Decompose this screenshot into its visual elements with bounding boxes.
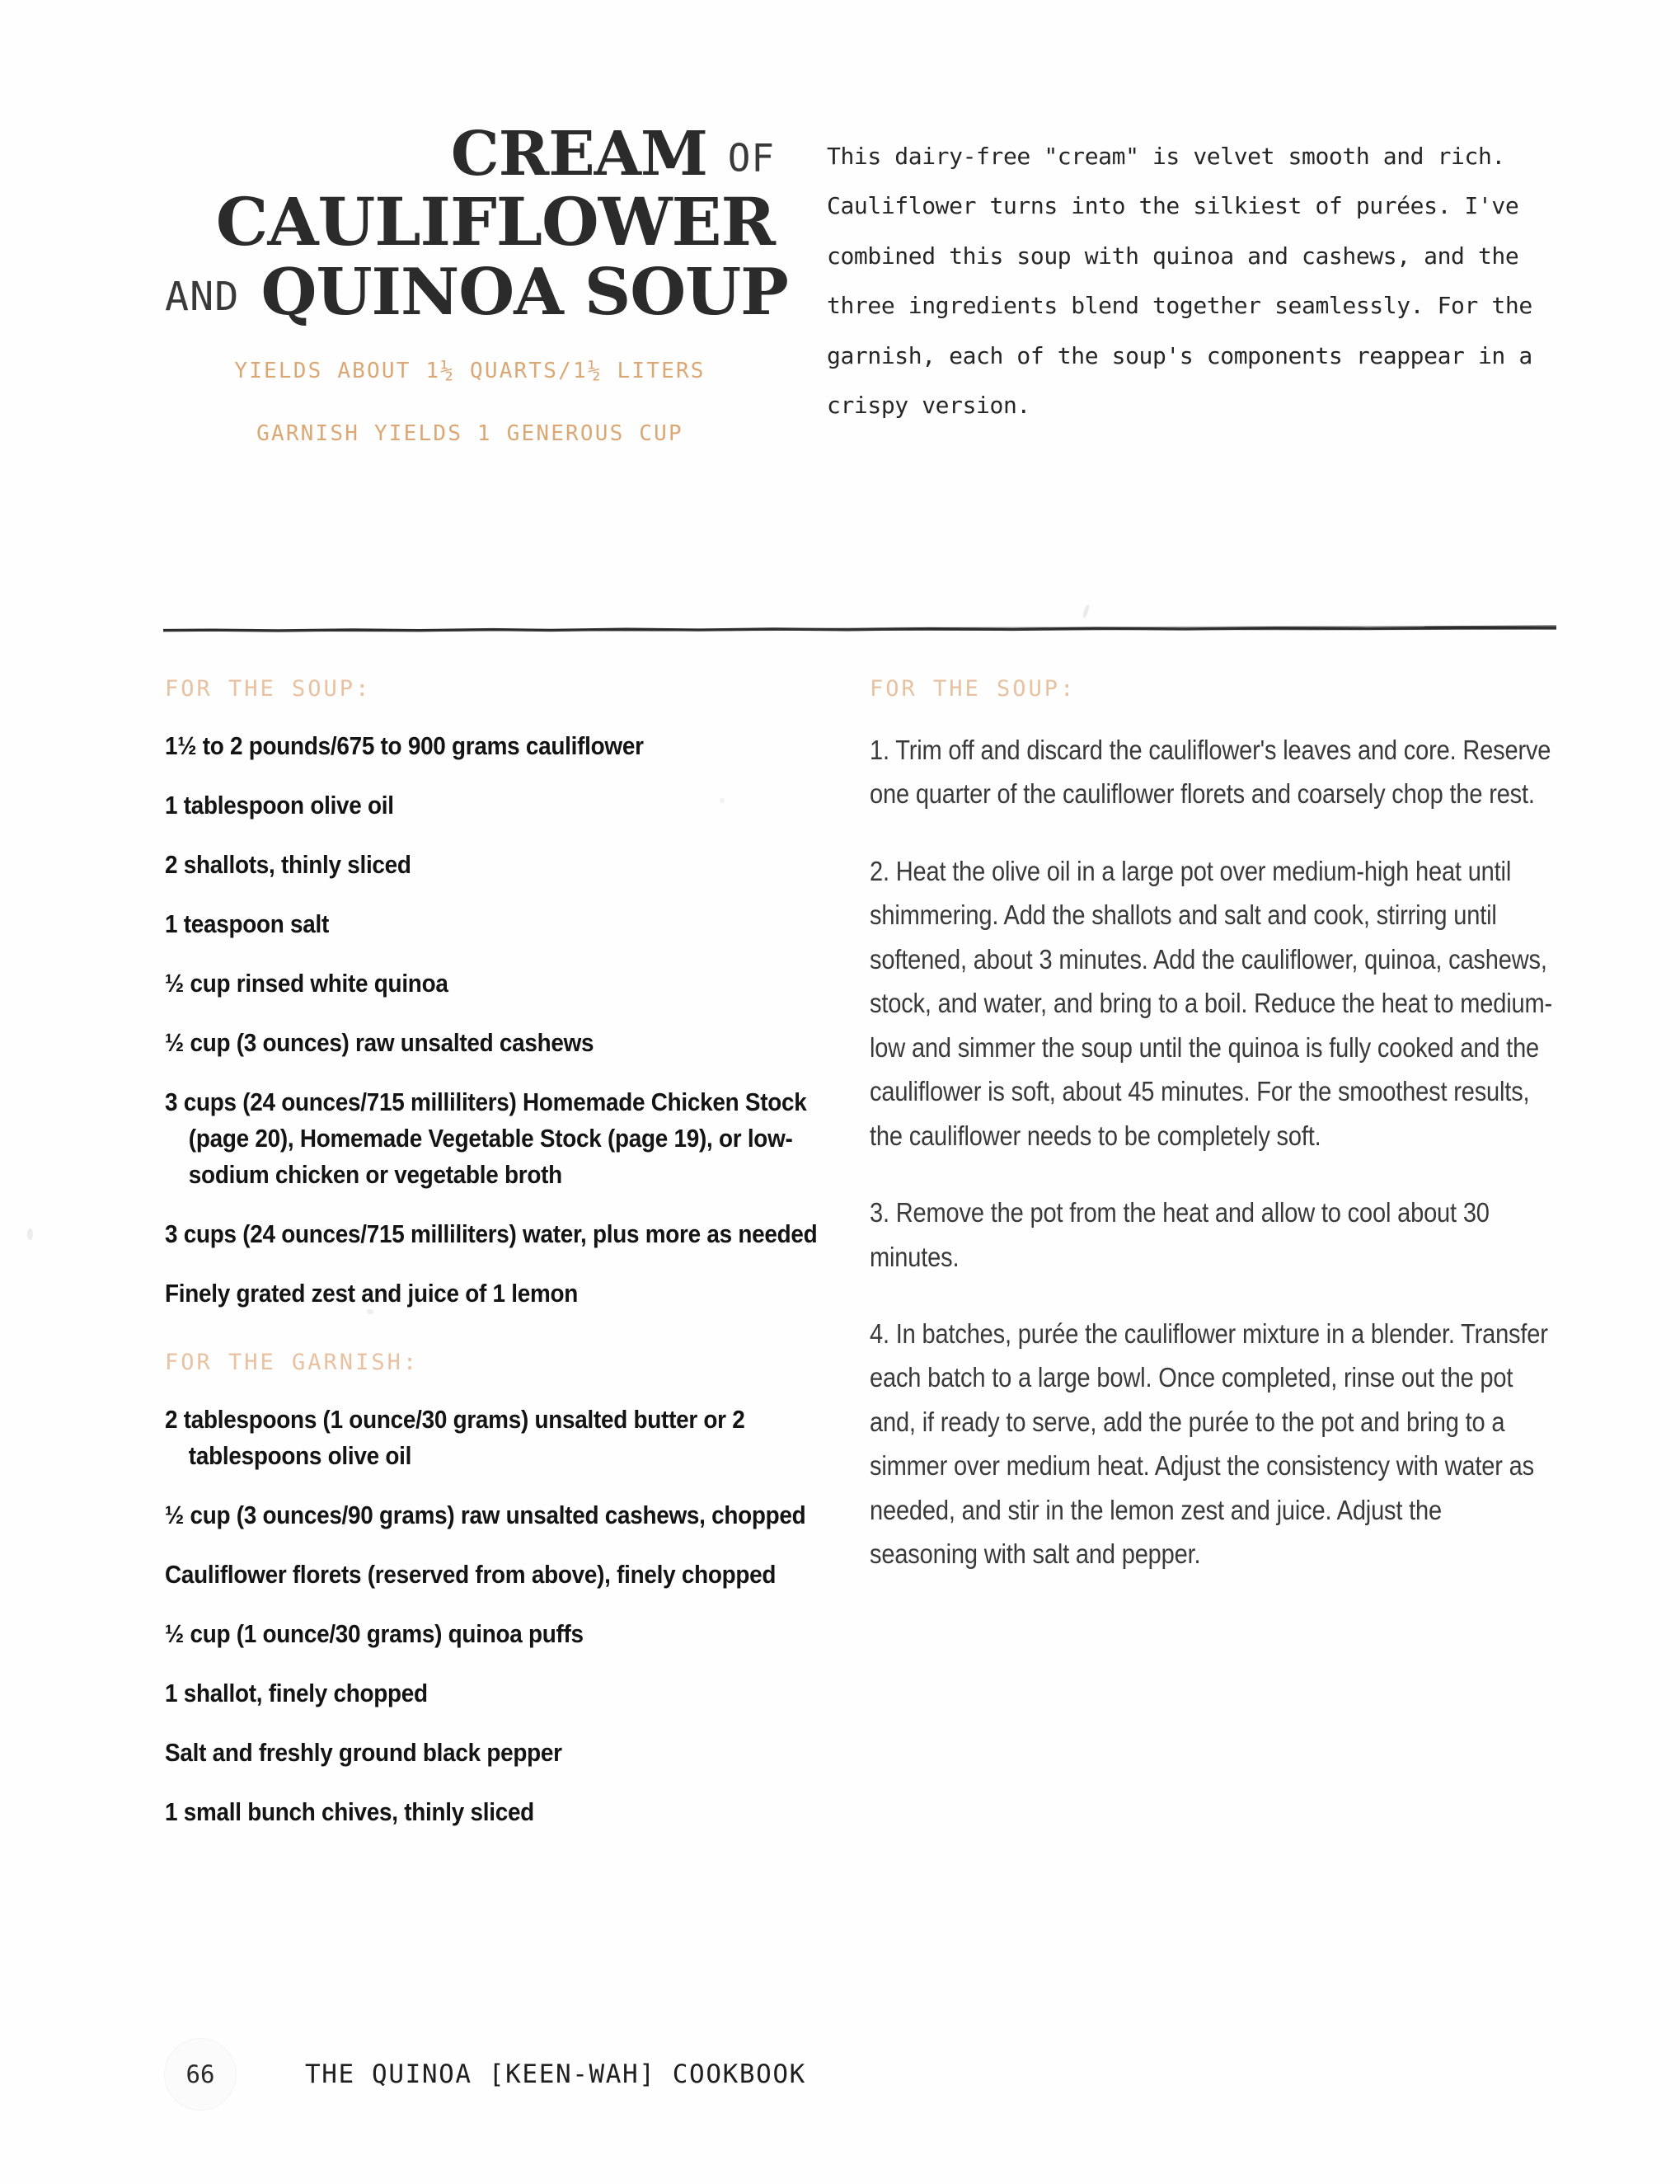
instruction-step: 1. Trim off and discard the cauliflower's leaves and core. Reserve one quarter of the cauliflower florets and coarsely chop the rest. — [870, 735, 1551, 810]
ingredients-soup-heading: FOR THE SOUP: — [165, 676, 372, 702]
title-word-quinoa-soup: QUINOA SOUP — [260, 255, 788, 331]
page-footer — [165, 2039, 1566, 2110]
title-word-cream: CREAM — [450, 119, 707, 190]
title-conjunction-and: AND — [165, 274, 240, 321]
ingredient-item: 1 small bunch chives, thinly sliced — [165, 1797, 534, 1827]
instructions-soup-heading: FOR THE SOUP: — [870, 676, 1077, 702]
ingredient-item: 3 cups (24 ounces/715 milliliters) water, plus more as needed — [165, 1219, 818, 1249]
yield-block — [165, 359, 775, 446]
instruction-step: 2. Heat the olive oil in a large pot over medium-high heat until shimmering. Add the shallots and salt and cook, stirring until softened, about 3 minutes. Add the cauliflower, quinoa, cashews, stock, and water, and bring to a boil. Reduce the heat to medium-low and simmer the soup until the quinoa is fully cooked and the cauliflower is soft, about 45 minutes. For the smoothest results, the cauliflower needs to be completely soft. — [870, 855, 1552, 1151]
ingredient-item: 1 teaspoon salt — [165, 909, 330, 939]
instruction-step: 3. Remove the pot from the heat and allow to cool about 30 minutes. — [870, 1197, 1490, 1272]
title-line-2: CAULIFLOWER — [215, 183, 775, 261]
ingredient-item: Finely grated zest and juice of 1 lemon — [165, 1279, 579, 1308]
scan-speck — [27, 1228, 33, 1240]
hand-drawn-divider-rule — [163, 623, 1556, 632]
ingredient-item: 1 tablespoon olive oil — [165, 791, 394, 820]
instructions-column — [870, 676, 1554, 1609]
ingredient-item: 2 tablespoons (1 ounce/30 grams) unsalted butter or 2 tablespoons olive oil — [165, 1405, 745, 1471]
ingredient-item: 3 cups (24 ounces/715 milliliters) Homemade Chicken Stock (page 20), Homemade Vegetable Stock (page 19), or low-sodium chicken or vegetable broth — [165, 1087, 807, 1190]
ingredients-garnish-heading: FOR THE GARNISH: — [165, 1350, 420, 1376]
book-title: THE QUINOA [KEEN-WAH] COOKBOOK — [305, 2060, 806, 2089]
ingredient-item: ½ cup rinsed white quinoa — [165, 969, 448, 998]
ingredient-item: Cauliflower florets (reserved from above), finely chopped — [165, 1560, 777, 1590]
recipe-intro-paragraph: This dairy-free "cream" is velvet smooth and rich. Cauliflower turns into the silkiest of purées. I've combined this soup with quinoa and cashews, and the three ingredients blend together seamlessly. For the garnish, each of the soup's components reappear in a crispy version. — [827, 143, 1532, 420]
title-conjunction-of: OF — [727, 135, 775, 181]
instruction-step: 4. In batches, purée the cauliflower mixture in a blender. Transfer each batch to a large bowl. Once completed, rinse out the pot and, if ready to serve, add the purée to the pot and bring to a simmer over medium heat. Adjust the consistency with water as needed, and stir in the lemon zest and juice. Adjust the seasoning with salt and pepper. — [870, 1317, 1548, 1570]
recipe-header — [0, 119, 1680, 585]
yield-line-garnish: GARNISH YIELDS 1 GENEROUS CUP — [256, 421, 683, 446]
title-line-3 — [165, 255, 788, 331]
ingredient-item: 1½ to 2 pounds/675 to 900 grams cauliflower — [165, 731, 644, 760]
ingredient-item: ½ cup (1 ounce/30 grams) quinoa puffs — [165, 1619, 584, 1649]
yield-line-soup: YIELDS ABOUT 1½ QUARTS/1½ LITERS — [234, 359, 706, 383]
ingredient-item: 1 shallot, finely chopped — [165, 1679, 428, 1708]
ingredient-item: 2 shallots, thinly sliced — [165, 850, 411, 880]
page-number: 66 — [165, 2039, 236, 2110]
ingredients-column — [165, 676, 841, 1853]
ingredient-item: Salt and freshly ground black pepper — [165, 1738, 562, 1768]
ingredient-item: ½ cup (3 ounces/90 grams) raw unsalted cashews, chopped — [165, 1501, 806, 1530]
ingredient-item: ½ cup (3 ounces) raw unsalted cashews — [165, 1028, 594, 1058]
title-line-1 — [165, 119, 775, 190]
scan-speck — [1082, 604, 1090, 619]
recipe-title — [165, 119, 788, 331]
